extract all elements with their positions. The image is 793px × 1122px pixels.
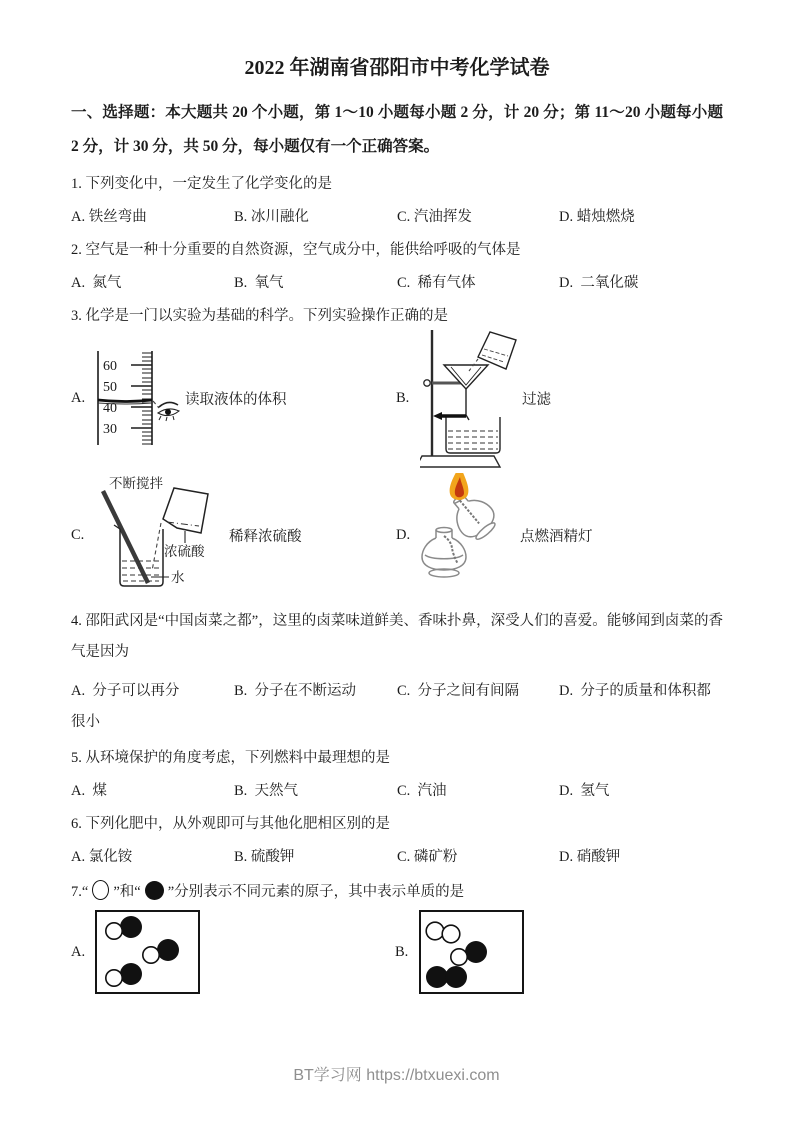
question-6 [71, 814, 723, 868]
option-d: D. 硝酸钾 [559, 849, 621, 865]
q7-a-label: A. [71, 943, 86, 960]
q7-text-prefix: 7.“ [71, 884, 89, 900]
q3-row-cd [71, 473, 723, 598]
graduated-cylinder-diagram [95, 350, 183, 446]
question-6-text: 6. 下列化肥中，从外观即可与其他化肥相区别的是 [71, 816, 390, 832]
q3-c-label: C. [71, 527, 85, 543]
question-4-options [71, 676, 723, 738]
q3-d-caption: 点燃酒精灯 [520, 529, 593, 545]
question-7-text [71, 880, 723, 904]
option-b: B. 冰川融化 [234, 209, 309, 225]
q7-figure-b [395, 910, 524, 994]
option-a: A. 煤 [71, 783, 107, 799]
q7-figures [71, 910, 723, 994]
q3-option-a-figure [71, 350, 396, 446]
question-5-options [71, 781, 723, 802]
question-2-text: 2. 空气是一种十分重要的自然资源，空气成分中，能供给呼吸的气体是 [71, 242, 521, 258]
stand-base [420, 456, 500, 467]
scale-mark: 30 [103, 422, 117, 437]
option-b: B. 氧气 [234, 275, 284, 291]
option-d: D. 二氧化碳 [559, 275, 639, 291]
molecule-diagram-b [419, 910, 524, 994]
option-c: C. 分子之间有间隔 [397, 683, 520, 699]
question-7 [71, 880, 723, 994]
scale-mark: 40 [103, 401, 117, 416]
option-b: B. 分子在不断运动 [234, 683, 357, 699]
question-1-options [71, 207, 723, 228]
q3-b-label: B. [396, 389, 410, 406]
question-4-text: 4. 邵阳武冈是“中国卤菜之都”，这里的卤菜味道鲜美、香味扑鼻，深受人们的喜爱。能够闻到卤菜的香气是因为 [71, 613, 723, 660]
molecule-diagram-a [95, 910, 200, 994]
filtration-setup-diagram [420, 327, 520, 469]
question-6-options [71, 847, 723, 868]
option-c: C. 汽油挥发 [397, 209, 472, 225]
page-title: 2022 年湖南省邵阳市中考化学试卷 [244, 57, 550, 79]
option-d: D. 蜡烛燃烧 [559, 209, 635, 225]
question-5 [71, 748, 723, 802]
stirring-rod [103, 491, 148, 583]
eye-icon [158, 402, 179, 421]
q7-figure-a [71, 910, 200, 994]
minor-ticks [142, 353, 152, 444]
alcohol-lamp-diagram [420, 473, 515, 598]
question-4 [71, 606, 723, 738]
question-2 [71, 240, 723, 294]
q3-c-caption: 稀释浓硫酸 [229, 529, 302, 545]
q3-option-b-figure [396, 327, 551, 469]
q3-a-label: A. [71, 389, 86, 406]
dilution-diagram [95, 473, 225, 598]
major-ticks [131, 365, 152, 428]
scale-mark: 50 [103, 380, 117, 395]
question-1 [71, 174, 723, 228]
option-c: C. 稀有气体 [397, 275, 476, 291]
pour-stream [152, 523, 161, 571]
option-b: B. 天然气 [234, 783, 299, 799]
option-a: A. 铁丝弯曲 [71, 209, 147, 225]
question-2-options [71, 273, 723, 294]
q3-b-caption: 过滤 [522, 391, 551, 408]
option-a: A. 氮气 [71, 275, 122, 291]
watermark-footer: BT学习网 https://btxuexi.com [293, 1067, 500, 1084]
question-1-text: 1. 下列变化中，一定发生了化学变化的是 [71, 176, 332, 192]
black-atom-icon [145, 881, 164, 900]
liquid-level [98, 400, 152, 402]
option-c: C. 磷矿粉 [397, 849, 458, 865]
receiving-beaker [433, 412, 500, 453]
acid-label: 浓硫酸 [164, 544, 205, 559]
q7-text-conj: ”和“ [113, 884, 141, 900]
question-3-text: 3. 化学是一门以实验为基础的科学。下列实验操作正确的是 [71, 308, 448, 324]
question-5-text: 5. 从环境保护的角度考虑，下列燃料中最理想的是 [71, 750, 390, 766]
flame-icon [450, 473, 469, 500]
stir-label: 不断搅拌 [109, 476, 163, 491]
question-3 [71, 306, 723, 598]
water-label: 水 [171, 570, 185, 585]
scale-mark: 60 [103, 359, 117, 374]
white-atom-icon [92, 880, 109, 900]
q3-row-ab [71, 327, 723, 469]
option-d: D. 分子的质量和体积都很小 [71, 683, 711, 730]
option-a: A. 氯化铵 [71, 849, 133, 865]
q3-d-label: D. [396, 527, 411, 543]
alcohol-lamp [422, 528, 466, 578]
section-intro: 一、选择题：本大题共 20 个小题，第 1～10 小题每小题 2 分，计 20 分；第 11～20 小题每小题 2 分，计 30 分，共 50 分，每小题仅有一个正确答案。 [71, 104, 723, 155]
q3-option-c-figure [71, 473, 396, 598]
option-d: D. 氢气 [559, 783, 610, 799]
option-b: B. 硫酸钾 [234, 849, 295, 865]
clamp-knob [424, 380, 430, 386]
q7-text-suffix: ”分别表示不同元素的原子，其中表示单质的是 [167, 884, 465, 900]
sight-line [153, 401, 159, 408]
option-c: C. 汽油 [397, 783, 447, 799]
funnel-stem [466, 389, 469, 420]
q3-option-d-figure [396, 473, 593, 598]
option-a: A. 分子可以再分 [71, 683, 180, 699]
q3-a-caption: 读取液体的体积 [185, 391, 287, 408]
q7-b-label: B. [395, 943, 409, 960]
